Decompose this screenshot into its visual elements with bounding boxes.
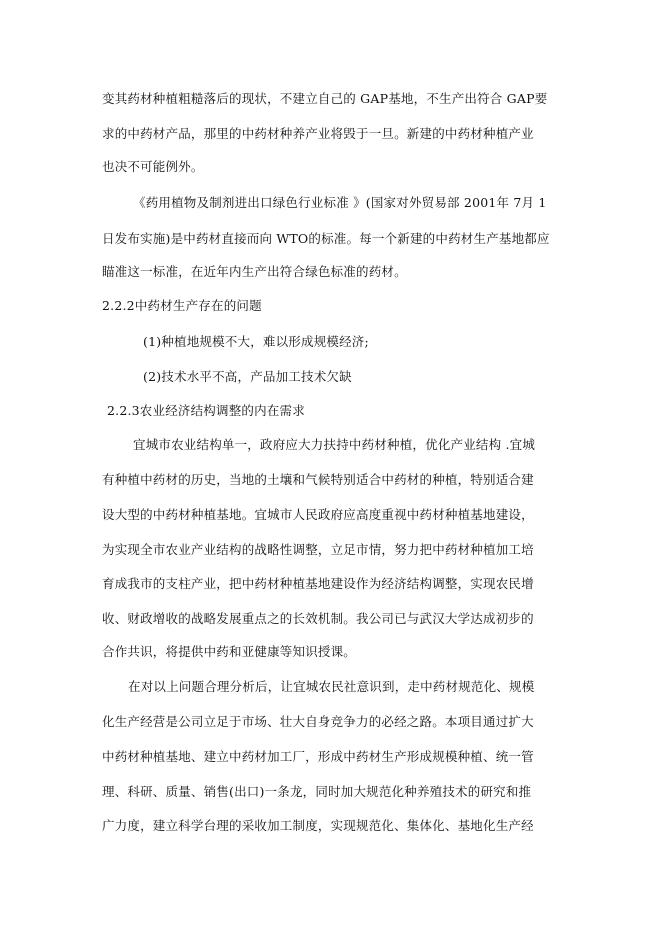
list-item: (2)技术水平不高，产品加工技术欠缺 bbox=[143, 369, 352, 384]
text-line: 收、财政增收的战略发展重点之的长效机制。我公司已与武汉大学达成初步的 bbox=[102, 611, 534, 626]
text-line: 理、科研、质量、销售(出口)一条龙，同时加大规范化种养殖技术的研究和推 bbox=[102, 784, 532, 799]
text-line: 为实现全市农业产业结构的战略性调整，立足市情，努力把中药材种植加工培 bbox=[102, 542, 534, 557]
text-line: 育成我市的支柱产业，把中药材种植基地建设作为经济结构调整，实现农民增 bbox=[102, 576, 534, 591]
text-line: 日发布实施)是中药材直接而向 WTO的标准。每一个新建的中药材生产基地都应 bbox=[102, 231, 550, 246]
text-line: 也决不可能例外。 bbox=[102, 159, 204, 174]
text-line: 设大型的中药材种植基地。宜城市人民政府应高度重视中药材种植基地建设， bbox=[102, 507, 534, 522]
text-line: 《药用植物及制剂进出口绿色行业标准 》(国家对外贸易部 2001年 7月 1 bbox=[133, 195, 547, 210]
section-heading: 2.2.2中药材生产存在的问题 bbox=[102, 298, 262, 313]
text-line: 求的中药材产品，那里的中药材种养产业将毁于一旦。新建的中药材种植产业 bbox=[102, 126, 534, 141]
text-line: 瞄准这一标准，在近年内生产出符合绿色标准的药材。 bbox=[102, 264, 407, 279]
text-line: 在对以上问题合理分析后，让宜城农民社意识到，走中药材规范化、规模 bbox=[128, 679, 535, 694]
text-line: 合作共识，将提供中药和亚健康等知识授课。 bbox=[102, 644, 357, 659]
text-line: 中药材种植基地、建立中药材加工厂，形成中药材生产形成规模种植、统一管 bbox=[102, 749, 534, 764]
text-line: 有种植中药材的历史，当地的土壤和气候特别适合中药材的种植，特别适合建 bbox=[102, 472, 534, 487]
text-line: 化生产经营是公司立足于市场、壮大自身竞争力的必经之路。本项目通过扩大 bbox=[102, 714, 534, 729]
section-heading: 2.2.3农业经济结构调整的内在需求 bbox=[107, 403, 305, 418]
list-item: (1)种植地规模不大，难以形成规模经济; bbox=[143, 334, 369, 349]
text-line: 广力度，建立科学台理的采收加工制度，实现规范化、集体化、基地化生产经 bbox=[102, 818, 534, 833]
text-line: 宜城市农业结构单一，政府应大力扶持中药材种植，优化产业结构 .宜城 bbox=[133, 437, 536, 452]
text-line: 变其药材种植粗糙落后的现状，不建立自己的 GAP基地，不生产出符合 GAP要 bbox=[102, 91, 548, 106]
